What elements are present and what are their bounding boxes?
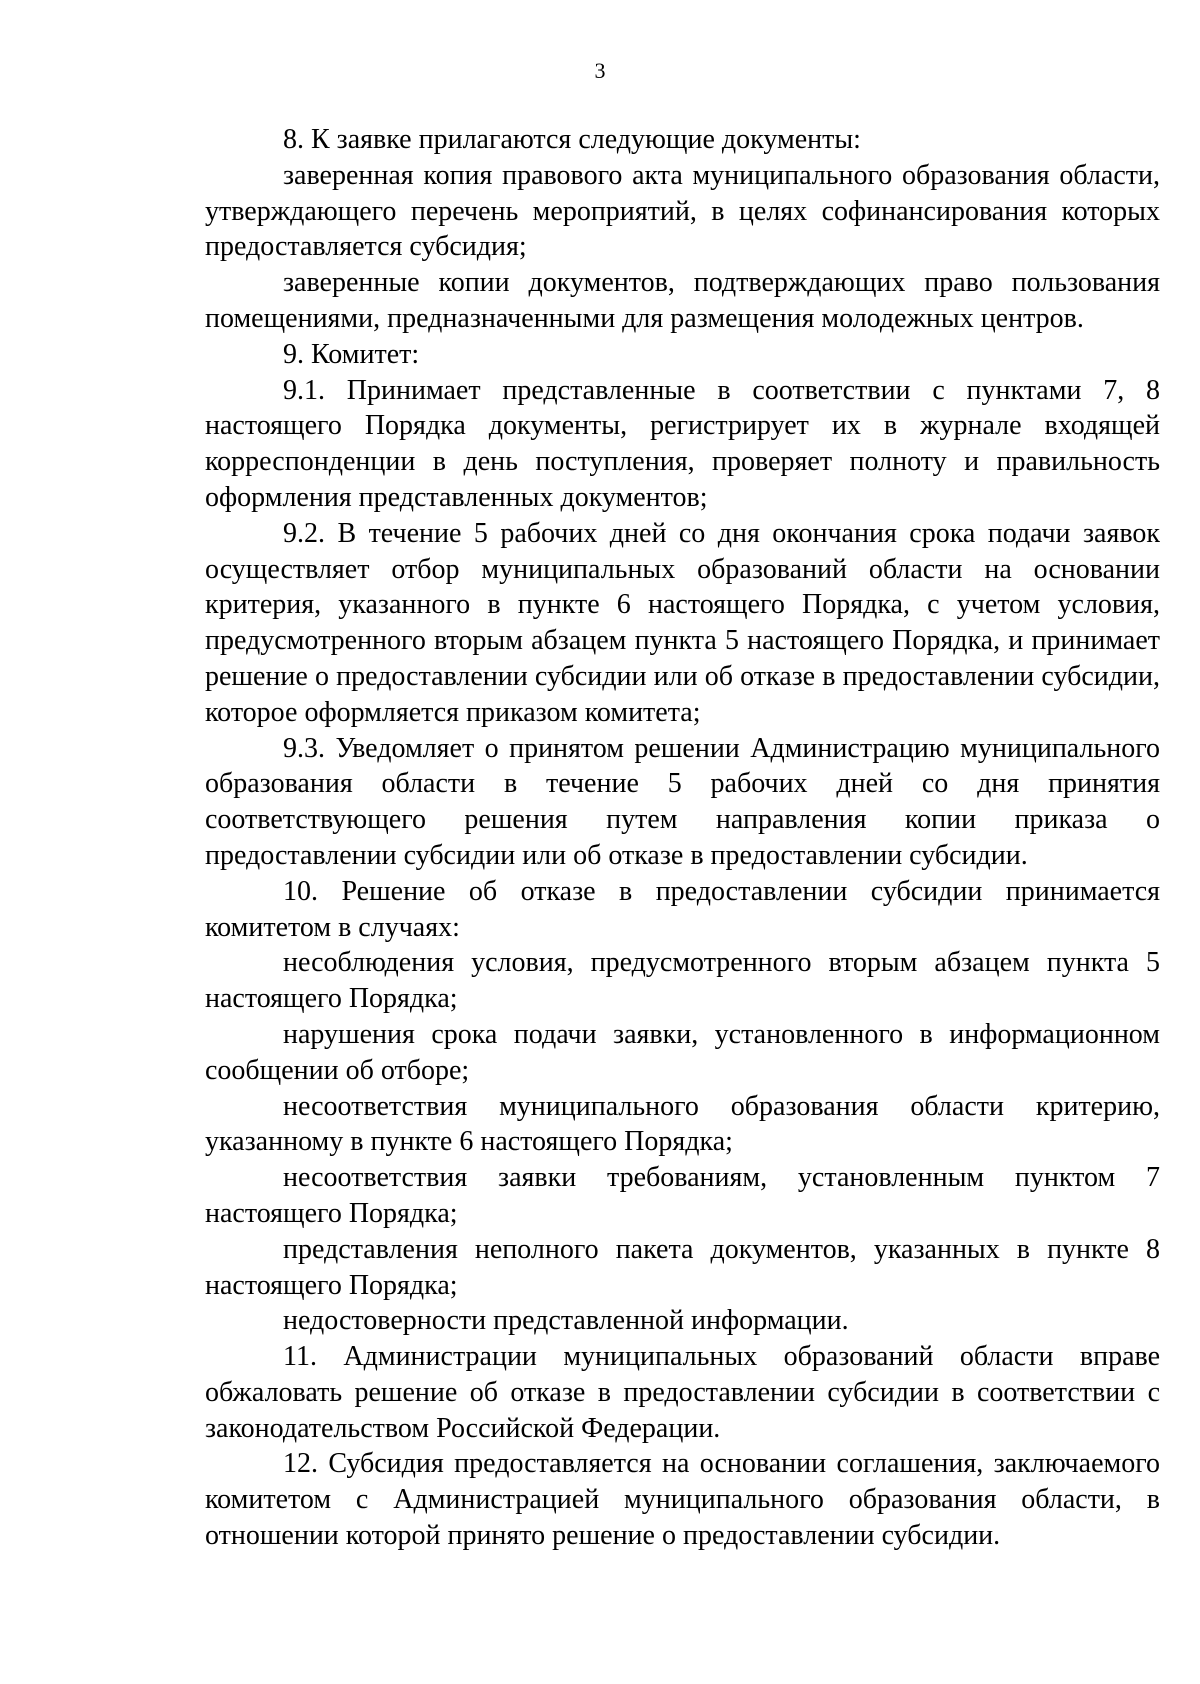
paragraph-8-item-premises: заверенные копии документов, подтверждающих право пользования помещениями, предназначенными для размещения молодежных центров. bbox=[205, 267, 1160, 334]
paragraph-8-item-legal-act: заверенная копия правового акта муниципального образования области, утверждающего перечень мероприятий, в целях софинансирования которых предоставляется субсидия; bbox=[205, 159, 1160, 263]
paragraph-12: 12. Субсидия предоставляется на основании соглашения, заключаемого комитетом с Администрацией муниципального образования области, в отношении которой принято решение о предоставлении субсидии. bbox=[205, 1448, 1160, 1552]
paragraph-10-item-requirements: несоответствия заявки требованиям, установленным пунктом 7 настоящего Порядка; bbox=[205, 1162, 1160, 1229]
paragraph-8: 8. К заявке прилагаются следующие документы: bbox=[283, 124, 861, 155]
paragraph-10-item-incomplete: представления неполного пакета документов, указанных в пункте 8 настоящего Порядка; bbox=[205, 1233, 1160, 1301]
page-number: 3 bbox=[594, 58, 606, 83]
document-body bbox=[205, 122, 1160, 1554]
paragraph-10-item-condition: несоблюдения условия, предусмотренного вторым абзацем пункта 5 настоящего Порядка; bbox=[205, 947, 1160, 1015]
paragraph-9-3: 9.3. Уведомляет о принятом решении Администрацию муниципального образования области в течение 5 рабочих дней со дня принятия соответствующего решения путем направления копии приказа о предоставлении субсидии или об отказе в предоставлении субсидии. bbox=[205, 732, 1160, 871]
paragraph-9-2: 9.2. В течение 5 рабочих дней со дня окончания срока подачи заявок осуществляет отбор муниципальных образований области на основании критерия, указанного в пункте 6 настоящего Порядка, с учетом условия, предусмотренного вторым абзацем пункта 5 настоящего Порядка, и принимает решение о предоставлении субсидии или об отказе в предоставлении субсидии, которое оформляется приказом комитета; bbox=[205, 517, 1160, 728]
paragraph-9: 9. Комитет: bbox=[283, 338, 420, 370]
paragraph-10-item-criterion: несоответствия муниципального образования области критерию, указанному в пункте 6 настоящего Порядка; bbox=[205, 1090, 1160, 1158]
paragraph-10-item-unreliable: недостоверности представленной информации. bbox=[283, 1305, 849, 1337]
paragraph-10: 10. Решение об отказе в предоставлении субсидии принимается комитетом в случаях: bbox=[205, 875, 1160, 943]
paragraph-9-1: 9.1. Принимает представленные в соответствии с пунктами 7, 8 настоящего Порядка документы, регистрирует их в журнале входящей корреспонденции в день поступления, проверяет полноту и правильность оформления представленных документов; bbox=[205, 374, 1160, 513]
paragraph-11: 11. Администрации муниципальных образований области вправе обжаловать решение об отказе в предоставлении субсидии в соответствии с законодательством Российской Федерации. bbox=[205, 1341, 1160, 1444]
paragraph-10-item-deadline: нарушения срока подачи заявки, установленного в информационном сообщении об отборе; bbox=[205, 1018, 1160, 1086]
